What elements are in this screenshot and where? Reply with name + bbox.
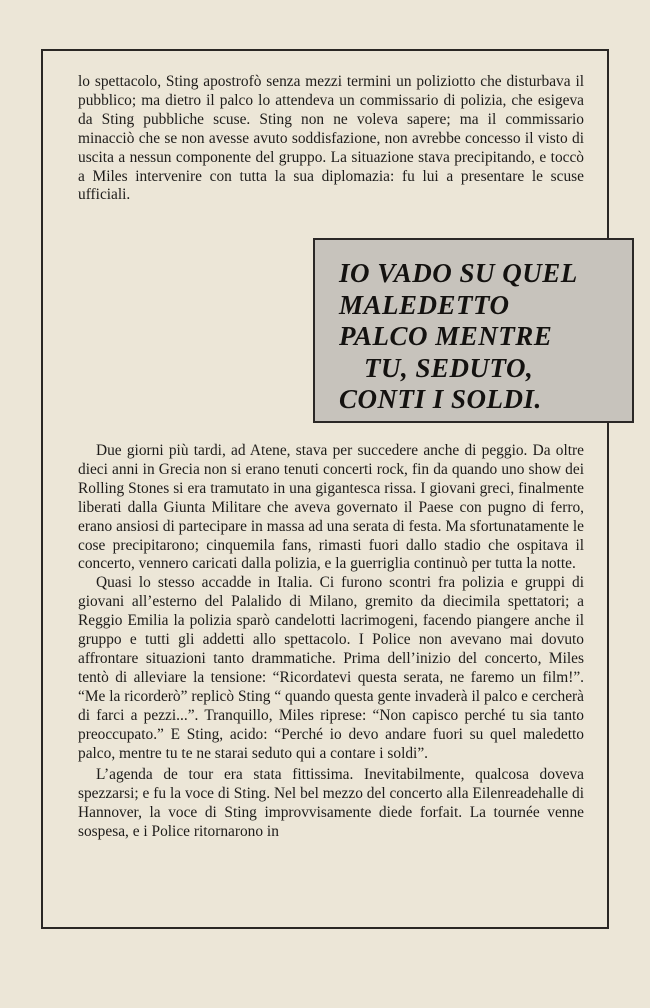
paragraph-athens: Due giorni più tardi, ad Atene, stava per succedere anche di peggio. Da oltre dieci anni in Grecia non si erano tenuti concerti rock, fin da quando uno show dei Rolling Stones si era tramutato in una gigantesca rissa. I giovani greci, finalmente liberati dalla Giunta Militare che aveva governato il Paese con pugno di ferro, erano ansiosi di partecipare in massa ad una serata di festa. Ma sfortunatamente le cose precipitarono; cinquemila fans, rimasti fuori dallo stadio che ospitava il concerto, vennero caricati dalla polizia, e la guerriglia continuò per tutta la notte. xyxy=(78,442,584,573)
pull-quote-line: CONTI I SOLDI. xyxy=(339,384,542,414)
pull-quote-box xyxy=(313,238,634,423)
text-block-bottom xyxy=(78,442,584,842)
pull-quote-line: TU, SEDUTO, xyxy=(364,352,534,383)
pull-quote-line: IO VADO SU QUEL xyxy=(339,258,578,288)
paragraph-top: lo spettacolo, Sting apostrofò senza mezzi termini un poliziotto che disturbava il pubblico; ma dietro il palco lo attendeva un commissario di polizia, che esigeva da Sting pubbliche scuse. Sting non ne voleva sapere; ma il commissario minacciò che se non avesse avuto soddisfazione, non avrebbe concesso il visto di uscita a nessun componente del gruppo. La situazione stava precipitando, e toccò a Miles intervenire con tutta la sua diplomazia: fu lui a presentare le scuse ufficiali. xyxy=(78,73,584,204)
paragraph-italy: Quasi lo stesso accadde in Italia. Ci furono scontri fra polizia e gruppi di giovani all’esterno del Palalido di Milano, gremito da diecimila spettatori; a Reggio Emilia la polizia sparò candelotti lacrimogeni, facendo piangere anche il gruppo e tutti gli addetti allo spettacolo. I Police non avevano mai dovuto affrontare situazioni tanto drammatiche. Prima dell’inizio del concerto, Miles tentò di alleviare la tensione: “Ricordatevi questa serata, ne faremo un film!”. “Me la ricorderò” replicò Sting “ quando questa gente invaderà il palco e cercherà di farci a pezzi...”. Tranquillo, Miles riprese: “Non capisco perché tu sia tanto preoccupato.” E Sting, acido: “Perché io devo andare fuori su quel maledetto palco, mentre tu te ne starai seduto qui a contare i soldi”. xyxy=(78,574,584,762)
pull-quote-line: PALCO MENTRE xyxy=(339,321,553,351)
paragraph-tour: L’agenda de tour era stata fittissima. Inevitabilmente, qualcosa doveva spezzarsi; e fu la voce di Sting. Nel bel mezzo del concerto alla Eilenreadehalle di Hannover, la voce di Sting improvvisamente diede forfait. La tournée venne sospesa, e i Police ritornarono in xyxy=(78,766,584,841)
text-block-top xyxy=(78,73,584,205)
pull-quote-line: MALEDETTO xyxy=(339,289,510,320)
